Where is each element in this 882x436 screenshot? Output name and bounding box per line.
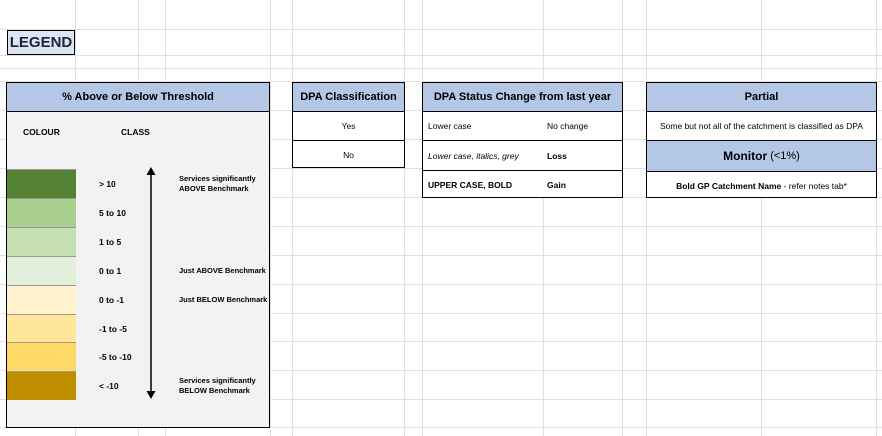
dpa-classification-yes: Yes	[293, 112, 404, 141]
colour-swatch	[7, 256, 76, 285]
class-label: -1 to -5	[99, 323, 127, 334]
class-label: > 10	[99, 178, 116, 189]
monitor-title-row	[647, 141, 876, 172]
benchmark-note-line: Just ABOVE Benchmark	[179, 265, 266, 275]
threshold-panel	[6, 82, 270, 428]
dpa-classification-no: No	[343, 150, 354, 160]
colour-swatch	[7, 371, 76, 400]
benchmark-note-line: Services significantly	[179, 173, 256, 183]
monitor-note-rest: - refer notes tab*	[781, 181, 847, 191]
benchmark-note-line: ABOVE Benchmark	[179, 183, 249, 193]
double-arrow-icon	[143, 167, 159, 399]
colour-swatch	[7, 314, 76, 343]
colour-swatch	[7, 285, 76, 314]
colour-swatch	[7, 342, 76, 371]
monitor-note-bold: Bold GP Catchment Name	[676, 181, 782, 191]
benchmark-note	[179, 285, 267, 314]
benchmark-note	[179, 256, 266, 285]
class-label: 5 to 10	[99, 207, 126, 218]
dpa-status-label: Lower case, italics, grey	[428, 150, 519, 161]
benchmark-note-line: Just BELOW Benchmark	[179, 294, 268, 304]
benchmark-note	[179, 371, 256, 400]
class-label: 0 to 1	[99, 265, 122, 276]
dpa-status-value: Gain	[547, 180, 566, 190]
monitor-title: Monitor	[723, 149, 768, 163]
class-column-header: CLASS	[121, 127, 150, 137]
class-label: 0 to -1	[99, 294, 125, 305]
dpa-status-label: Lower case	[428, 121, 472, 131]
dpa-status-row	[423, 171, 622, 199]
partial-panel	[646, 82, 877, 198]
partial-title: Partial	[647, 83, 876, 112]
dpa-status-row	[423, 141, 622, 171]
monitor-suffix: (<1%)	[767, 150, 800, 162]
dpa-classification-panel	[292, 82, 405, 168]
legend-label: LEGEND	[7, 30, 75, 55]
benchmark-note-line: BELOW Benchmark	[179, 385, 250, 395]
colour-swatch	[7, 227, 76, 256]
dpa-status-panel	[422, 82, 623, 198]
threshold-panel-title: % Above or Below Threshold	[7, 83, 269, 112]
dpa-status-value: Loss	[547, 150, 567, 161]
dpa-status-row	[423, 112, 622, 141]
colour-swatch	[7, 198, 76, 227]
dpa-status-label: UPPER CASE, BOLD	[428, 180, 513, 190]
dpa-status-value: No change	[547, 121, 589, 131]
partial-description: Some but not all of the catchment is classified as DPA	[647, 112, 876, 141]
dpa-status-title: DPA Status Change from last year	[423, 83, 622, 112]
dpa-classification-title: DPA Classification	[293, 83, 404, 112]
colour-swatch	[7, 169, 76, 198]
class-label: 1 to 5	[99, 236, 122, 247]
class-label: < -10	[99, 380, 119, 391]
colour-column-header: COLOUR	[23, 127, 60, 137]
class-label: -5 to -10	[99, 351, 132, 362]
monitor-note	[647, 172, 876, 200]
benchmark-note	[179, 169, 256, 198]
benchmark-note-line: Services significantly	[179, 375, 256, 385]
